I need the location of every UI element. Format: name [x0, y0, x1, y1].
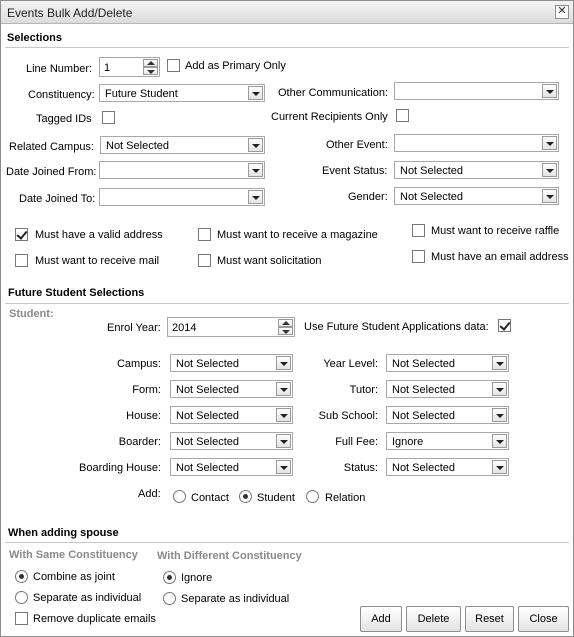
close-button[interactable]: Close: [518, 606, 569, 632]
constituency-label: Constituency:: [28, 89, 95, 101]
valid-address-checkbox[interactable]: [15, 228, 28, 241]
chevron-down-icon: [542, 136, 557, 150]
add-relation-label: Relation: [325, 492, 366, 504]
student-subheading: Student:: [9, 308, 54, 320]
use-applications-checkbox[interactable]: [498, 319, 511, 332]
chevron-down-icon: [248, 138, 263, 152]
form-select[interactable]: [170, 380, 293, 398]
add-contact-label: Contact: [191, 492, 229, 504]
diff-separate-radio[interactable]: [163, 592, 176, 605]
combine-joint-label: Combine as joint: [33, 571, 115, 583]
spouse-heading: When adding spouse: [8, 527, 119, 539]
other-event-label: Other Event:: [326, 139, 388, 151]
add-primary-checkbox[interactable]: [167, 59, 180, 72]
receive-mail-label: Must want to receive mail: [35, 255, 160, 267]
enrol-year-label: Enrol Year:: [107, 322, 161, 334]
event-status-label: Event Status:: [322, 165, 388, 177]
date-joined-to-label: Date Joined To:: [19, 193, 96, 205]
chevron-down-icon: [276, 356, 291, 370]
add-button[interactable]: Add: [360, 606, 402, 632]
receive-magazine-checkbox[interactable]: [198, 228, 211, 241]
boarding-house-value: Not Selected: [176, 462, 239, 474]
year-level-label: Year Level:: [323, 358, 378, 370]
chevron-down-icon: [248, 86, 263, 100]
tutor-value: Not Selected: [392, 384, 455, 396]
related-campus-select[interactable]: [100, 136, 265, 154]
title-bar: [1, 1, 573, 24]
constituency-select[interactable]: [99, 84, 265, 102]
gender-label: Gender:: [348, 191, 388, 203]
event-status-select[interactable]: [394, 161, 559, 179]
future-student-heading: Future Student Selections: [8, 287, 145, 299]
diff-ignore-radio[interactable]: [163, 571, 176, 584]
boarder-value: Not Selected: [176, 436, 239, 448]
combine-joint-radio[interactable]: [15, 570, 28, 583]
add-primary-label: Add as Primary Only: [185, 60, 286, 72]
boarding-house-select[interactable]: [170, 458, 293, 476]
related-campus-value: Not Selected: [106, 140, 169, 152]
other-event-select[interactable]: [394, 134, 559, 152]
add-student-label: Student: [257, 492, 295, 504]
diff-ignore-label: Ignore: [181, 572, 213, 584]
line-number-stepper[interactable]: [99, 57, 160, 77]
event-status-value: Not Selected: [400, 165, 463, 177]
full-fee-select[interactable]: [386, 432, 509, 450]
tagged-ids-label: Tagged IDs: [36, 113, 92, 125]
add-type-label: Add:: [138, 488, 161, 500]
chevron-down-icon: [492, 434, 507, 448]
chevron-down-icon: [276, 382, 291, 396]
receive-raffle-checkbox[interactable]: [412, 224, 425, 237]
chevron-down-icon: [276, 460, 291, 474]
decrement-icon[interactable]: [143, 67, 158, 75]
want-solicitation-checkbox[interactable]: [198, 254, 211, 267]
add-contact-radio[interactable]: [173, 490, 186, 503]
receive-magazine-label: Must want to receive a magazine: [217, 229, 378, 241]
sub-school-select[interactable]: [386, 406, 509, 424]
date-joined-from-label: Date Joined From:: [6, 166, 97, 178]
chevron-down-icon: [492, 356, 507, 370]
status-label: Status:: [343, 462, 378, 474]
chevron-down-icon: [276, 408, 291, 422]
other-communication-label: Other Communication:: [278, 87, 389, 99]
chevron-down-icon: [542, 189, 557, 203]
current-recipients-label: Current Recipients Only: [271, 111, 388, 123]
sub-school-value: Not Selected: [392, 410, 455, 422]
different-constituency-heading: With Different Constituency: [157, 550, 302, 562]
selections-heading: Selections: [7, 32, 63, 44]
chevron-down-icon: [542, 84, 557, 98]
tutor-select[interactable]: [386, 380, 509, 398]
date-joined-from-select[interactable]: [99, 161, 265, 179]
increment-icon[interactable]: [143, 59, 158, 67]
house-select[interactable]: [170, 406, 293, 424]
current-recipients-checkbox[interactable]: [396, 109, 409, 122]
valid-address-label: Must have a valid address: [35, 229, 163, 241]
close-icon[interactable]: ✕: [555, 5, 569, 19]
year-level-select[interactable]: [386, 354, 509, 372]
divider: [5, 542, 569, 543]
gender-value: Not Selected: [400, 191, 463, 203]
chevron-down-icon: [492, 460, 507, 474]
related-campus-label: Related Campus:: [9, 141, 94, 153]
campus-label: Campus:: [116, 358, 161, 370]
full-fee-label: Full Fee:: [335, 436, 378, 448]
add-student-radio[interactable]: [239, 490, 252, 503]
sub-school-label: Sub School:: [318, 410, 378, 422]
window-title: Events Bulk Add/Delete: [7, 6, 133, 20]
status-value: Not Selected: [392, 462, 455, 474]
want-solicitation-label: Must want solicitation: [217, 255, 322, 267]
house-value: Not Selected: [176, 410, 239, 422]
chevron-down-icon: [542, 163, 557, 177]
constituency-value: Future Student: [105, 88, 178, 100]
line-number-value: 1: [104, 62, 111, 74]
same-separate-radio[interactable]: [15, 591, 28, 604]
enrol-year-stepper[interactable]: [167, 317, 295, 337]
receive-raffle-label: Must want to receive raffle: [431, 225, 560, 237]
use-applications-label: Use Future Student Applications data:: [304, 321, 489, 333]
delete-button[interactable]: Delete: [406, 606, 461, 632]
boarding-house-label: Boarding House:: [79, 462, 161, 474]
same-constituency-heading: With Same Constituency: [9, 549, 138, 561]
line-number-label: Line Number:: [26, 63, 93, 75]
campus-value: Not Selected: [176, 358, 239, 370]
remove-duplicates-label: Remove duplicate emails: [33, 613, 156, 625]
full-fee-value: Ignore: [392, 436, 424, 448]
email-address-label: Must have an email address: [431, 251, 569, 263]
receive-mail-checkbox[interactable]: [15, 254, 28, 267]
other-communication-select[interactable]: [394, 82, 559, 100]
same-separate-label: Separate as individual: [33, 592, 142, 604]
remove-duplicates-checkbox[interactable]: [15, 612, 28, 625]
gender-select[interactable]: [394, 187, 559, 205]
increment-icon[interactable]: [278, 319, 293, 327]
diff-separate-label: Separate as individual: [181, 593, 290, 605]
divider: [5, 303, 569, 304]
form-value: Not Selected: [176, 384, 239, 396]
decrement-icon[interactable]: [278, 327, 293, 335]
email-address-checkbox[interactable]: [412, 250, 425, 263]
chevron-down-icon: [492, 408, 507, 422]
year-level-value: Not Selected: [392, 358, 455, 370]
add-relation-radio[interactable]: [306, 490, 319, 503]
house-label: House:: [126, 410, 161, 422]
reset-button[interactable]: Reset: [465, 606, 514, 632]
tagged-ids-checkbox[interactable]: [102, 111, 115, 124]
boarder-label: Boarder:: [118, 436, 161, 448]
status-select[interactable]: [386, 458, 509, 476]
chevron-down-icon: [248, 163, 263, 177]
chevron-down-icon: [248, 190, 263, 204]
date-joined-to-select[interactable]: [99, 188, 265, 206]
divider: [5, 47, 569, 48]
tutor-label: Tutor:: [349, 384, 378, 396]
campus-select[interactable]: [170, 354, 293, 372]
boarder-select[interactable]: [170, 432, 293, 450]
chevron-down-icon: [492, 382, 507, 396]
chevron-down-icon: [276, 434, 291, 448]
enrol-year-value: 2014: [172, 322, 197, 334]
form-label: Form:: [132, 384, 161, 396]
